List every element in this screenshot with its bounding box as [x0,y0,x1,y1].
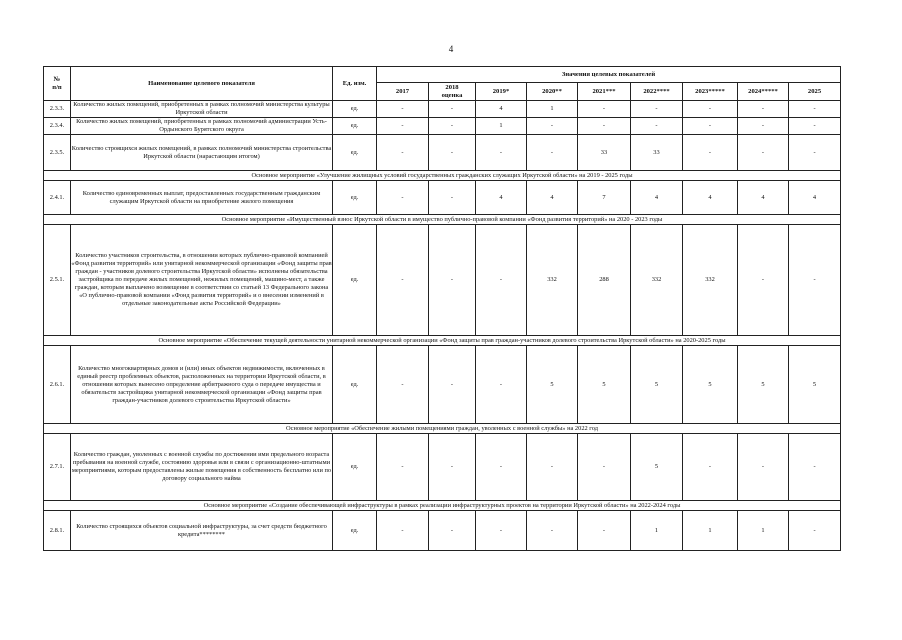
value-cell: 5 [578,346,631,424]
value-cell: - [377,346,429,424]
value-cell: - [578,511,631,551]
value-cell: 4 [738,181,789,215]
value-cell: - [578,101,631,118]
row-number: 2.6.1. [44,346,71,424]
value-cell: 332 [683,225,738,336]
value-cell: - [429,225,476,336]
section-row [44,501,841,511]
header-year: 2021*** [578,83,631,101]
row-number: 2.5.1. [44,225,71,336]
header-year: 2024***** [738,83,789,101]
value-cell: 332 [527,225,578,336]
row-number: 2.3.3. [44,101,71,118]
value-cell: - [738,135,789,171]
row-number: 2.3.5. [44,135,71,171]
value-cell: 1 [631,511,683,551]
section-title: Основное мероприятие «Создание обеспечивающей инфраструктуры в рамках реализации инфраструктурных проектов на территории Иркутской области» на 2022-2024 годы [44,501,841,511]
indicator-name: Количество многоквартирных домов и (или) иных объектов недвижимости, включенных в единый реестр проблемных объектов, расположенных на территории Иркутской области, в отношении которых вынесено определение арбитражного суда о передаче имущества и обязательств застройщика унитарной некоммерческой организации «Фонд защиты прав граждан-участников долевого строительства Иркутской области» [71,346,333,424]
value-cell: 288 [578,225,631,336]
value-cell: 5 [683,346,738,424]
value-cell: - [429,434,476,501]
value-cell: - [429,511,476,551]
header-year: 2017 [377,83,429,101]
value-cell: 5 [631,434,683,501]
table-row [44,101,841,118]
indicator-name: Количество жилых помещений, приобретенных в рамках полномочий министерства культуры Иркутской области [71,101,333,118]
table-row [44,346,841,424]
value-cell: 7 [578,181,631,215]
table-row [44,135,841,171]
header-year: 2025 [789,83,841,101]
unit-cell: ед. [333,346,377,424]
value-cell: - [429,118,476,135]
value-cell: - [476,511,527,551]
value-cell: - [789,225,841,336]
value-cell: 4 [527,181,578,215]
unit-cell: ед. [333,181,377,215]
section-title: Основное мероприятие «Улучшение жилищных условий государственных гражданских служащих Иркутской области» на 2019 - 2025 годы [44,171,841,181]
value-cell: - [683,101,738,118]
row-number: 2.3.4. [44,118,71,135]
value-cell: - [527,434,578,501]
value-cell: - [476,135,527,171]
value-cell: - [476,434,527,501]
value-cell: - [377,225,429,336]
value-cell: - [789,135,841,171]
unit-cell: ед. [333,135,377,171]
table-row [44,511,841,551]
value-cell: - [527,118,578,135]
unit-cell: ед. [333,118,377,135]
value-cell: - [476,346,527,424]
value-cell: - [476,225,527,336]
value-cell: - [683,135,738,171]
indicator-name: Количество участников строительства, в отношении которых публично-правовой компанией «Фонд развития территорий» или унитарной некоммерческой организации «Фонд защиты прав граждан - участников долевого строительства Иркутской области» исполнены обязательства застройщика по передаче жилых помещений, нежилых помещений, машино-мест, а также граждан, которым выплачено возмещение в соответствии со статьей 13 Федерального закона «О публично-правовой компании «Фонд развития территорий» и о внесении изменений в отдельные законодательные акты Российской Федерации» [71,225,333,336]
value-cell: - [738,118,789,135]
section-row [44,336,841,346]
unit-cell: ед. [333,434,377,501]
value-cell: 4 [789,181,841,215]
row-number: 2.8.1. [44,511,71,551]
value-cell: - [683,118,738,135]
table-body [44,101,841,551]
value-cell: - [429,101,476,118]
value-cell: - [631,101,683,118]
value-cell: 4 [631,181,683,215]
table-row [44,118,841,135]
section-title: Основное мероприятие «Обеспечение жилыми помещениями граждан, уволенных с военной службы» на 2022 год [44,424,841,434]
header-year: 2020** [527,83,578,101]
value-cell: - [377,511,429,551]
header-num: № п/п [44,67,71,101]
value-cell: 4 [476,181,527,215]
value-cell: - [377,181,429,215]
value-cell: - [377,101,429,118]
header-name: Наименование целевого показателя [71,67,333,101]
row-number: 2.7.1. [44,434,71,501]
value-cell: - [377,118,429,135]
value-cell: - [377,135,429,171]
section-row [44,171,841,181]
indicator-name: Количество граждан, уволенных с военной службы по достижении ими предельного возраста пребывания на военной службе, состоянию здоровья или в связи с организационно-штатными мероприятиями, которым предоставлены жилые помещения в собственность бесплатно или по договору социального найма [71,434,333,501]
indicator-name: Количество строящихся жилых помещений, в рамках полномочий министерства строительства Иркутской области (нарастающим итогом) [71,135,333,171]
value-cell: 4 [476,101,527,118]
value-cell: 1 [527,101,578,118]
value-cell: - [738,101,789,118]
header-year: 2023***** [683,83,738,101]
section-row [44,215,841,225]
value-cell: - [429,135,476,171]
target-indicators-table [43,66,841,551]
value-cell: 5 [631,346,683,424]
row-number: 2.4.1. [44,181,71,215]
unit-cell: ед. [333,511,377,551]
header-year: 2022**** [631,83,683,101]
table-row [44,225,841,336]
value-cell: 1 [683,511,738,551]
section-title: Основное мероприятие «Обеспечение текущей деятельности унитарной некоммерческой организации «Фонд защиты прав граждан-участников долевого строительства Иркутской области» на 2020-2025 годы [44,336,841,346]
indicator-name: Количество жилых помещений, приобретенных в рамках полномочий администрации Усть-Ордынского Бурятского округа [71,118,333,135]
value-cell: - [578,434,631,501]
indicator-name: Количество строящихся объектов социальной инфраструктуры, за счет средств бюджетного кредита******** [71,511,333,551]
value-cell: - [429,181,476,215]
value-cell: - [527,511,578,551]
section-title: Основное мероприятие «Имущественный взнос Иркутской области в имущество публично-правовой компании «Фонд развития территорий» на 2020 - 2023 годы [44,215,841,225]
value-cell: - [429,346,476,424]
value-cell: - [789,511,841,551]
value-cell: - [631,118,683,135]
value-cell: - [683,434,738,501]
value-cell: 4 [683,181,738,215]
value-cell: 33 [578,135,631,171]
unit-cell: ед. [333,101,377,118]
value-cell: - [527,135,578,171]
value-cell: - [789,434,841,501]
section-row [44,424,841,434]
value-cell: 332 [631,225,683,336]
value-cell: 33 [631,135,683,171]
value-cell: - [789,118,841,135]
value-cell: 5 [738,346,789,424]
value-cell: 5 [789,346,841,424]
value-cell: 1 [476,118,527,135]
table-row [44,181,841,215]
value-cell: - [738,225,789,336]
unit-cell: ед. [333,225,377,336]
header-values-group: Значения целевых показателей [377,67,841,83]
value-cell: - [789,101,841,118]
header-unit: Ед. изм. [333,67,377,101]
indicator-name: Количество единовременных выплат, предоставленных государственным гражданским служащим Иркутской области на приобретение жилого помещения [71,181,333,215]
table-row [44,434,841,501]
header-year: 2018 оценка [429,83,476,101]
value-cell: - [377,434,429,501]
page-number: 4 [448,44,454,54]
value-cell: - [738,434,789,501]
value-cell: - [578,118,631,135]
header-year: 2019* [476,83,527,101]
value-cell: 1 [738,511,789,551]
value-cell: 5 [527,346,578,424]
